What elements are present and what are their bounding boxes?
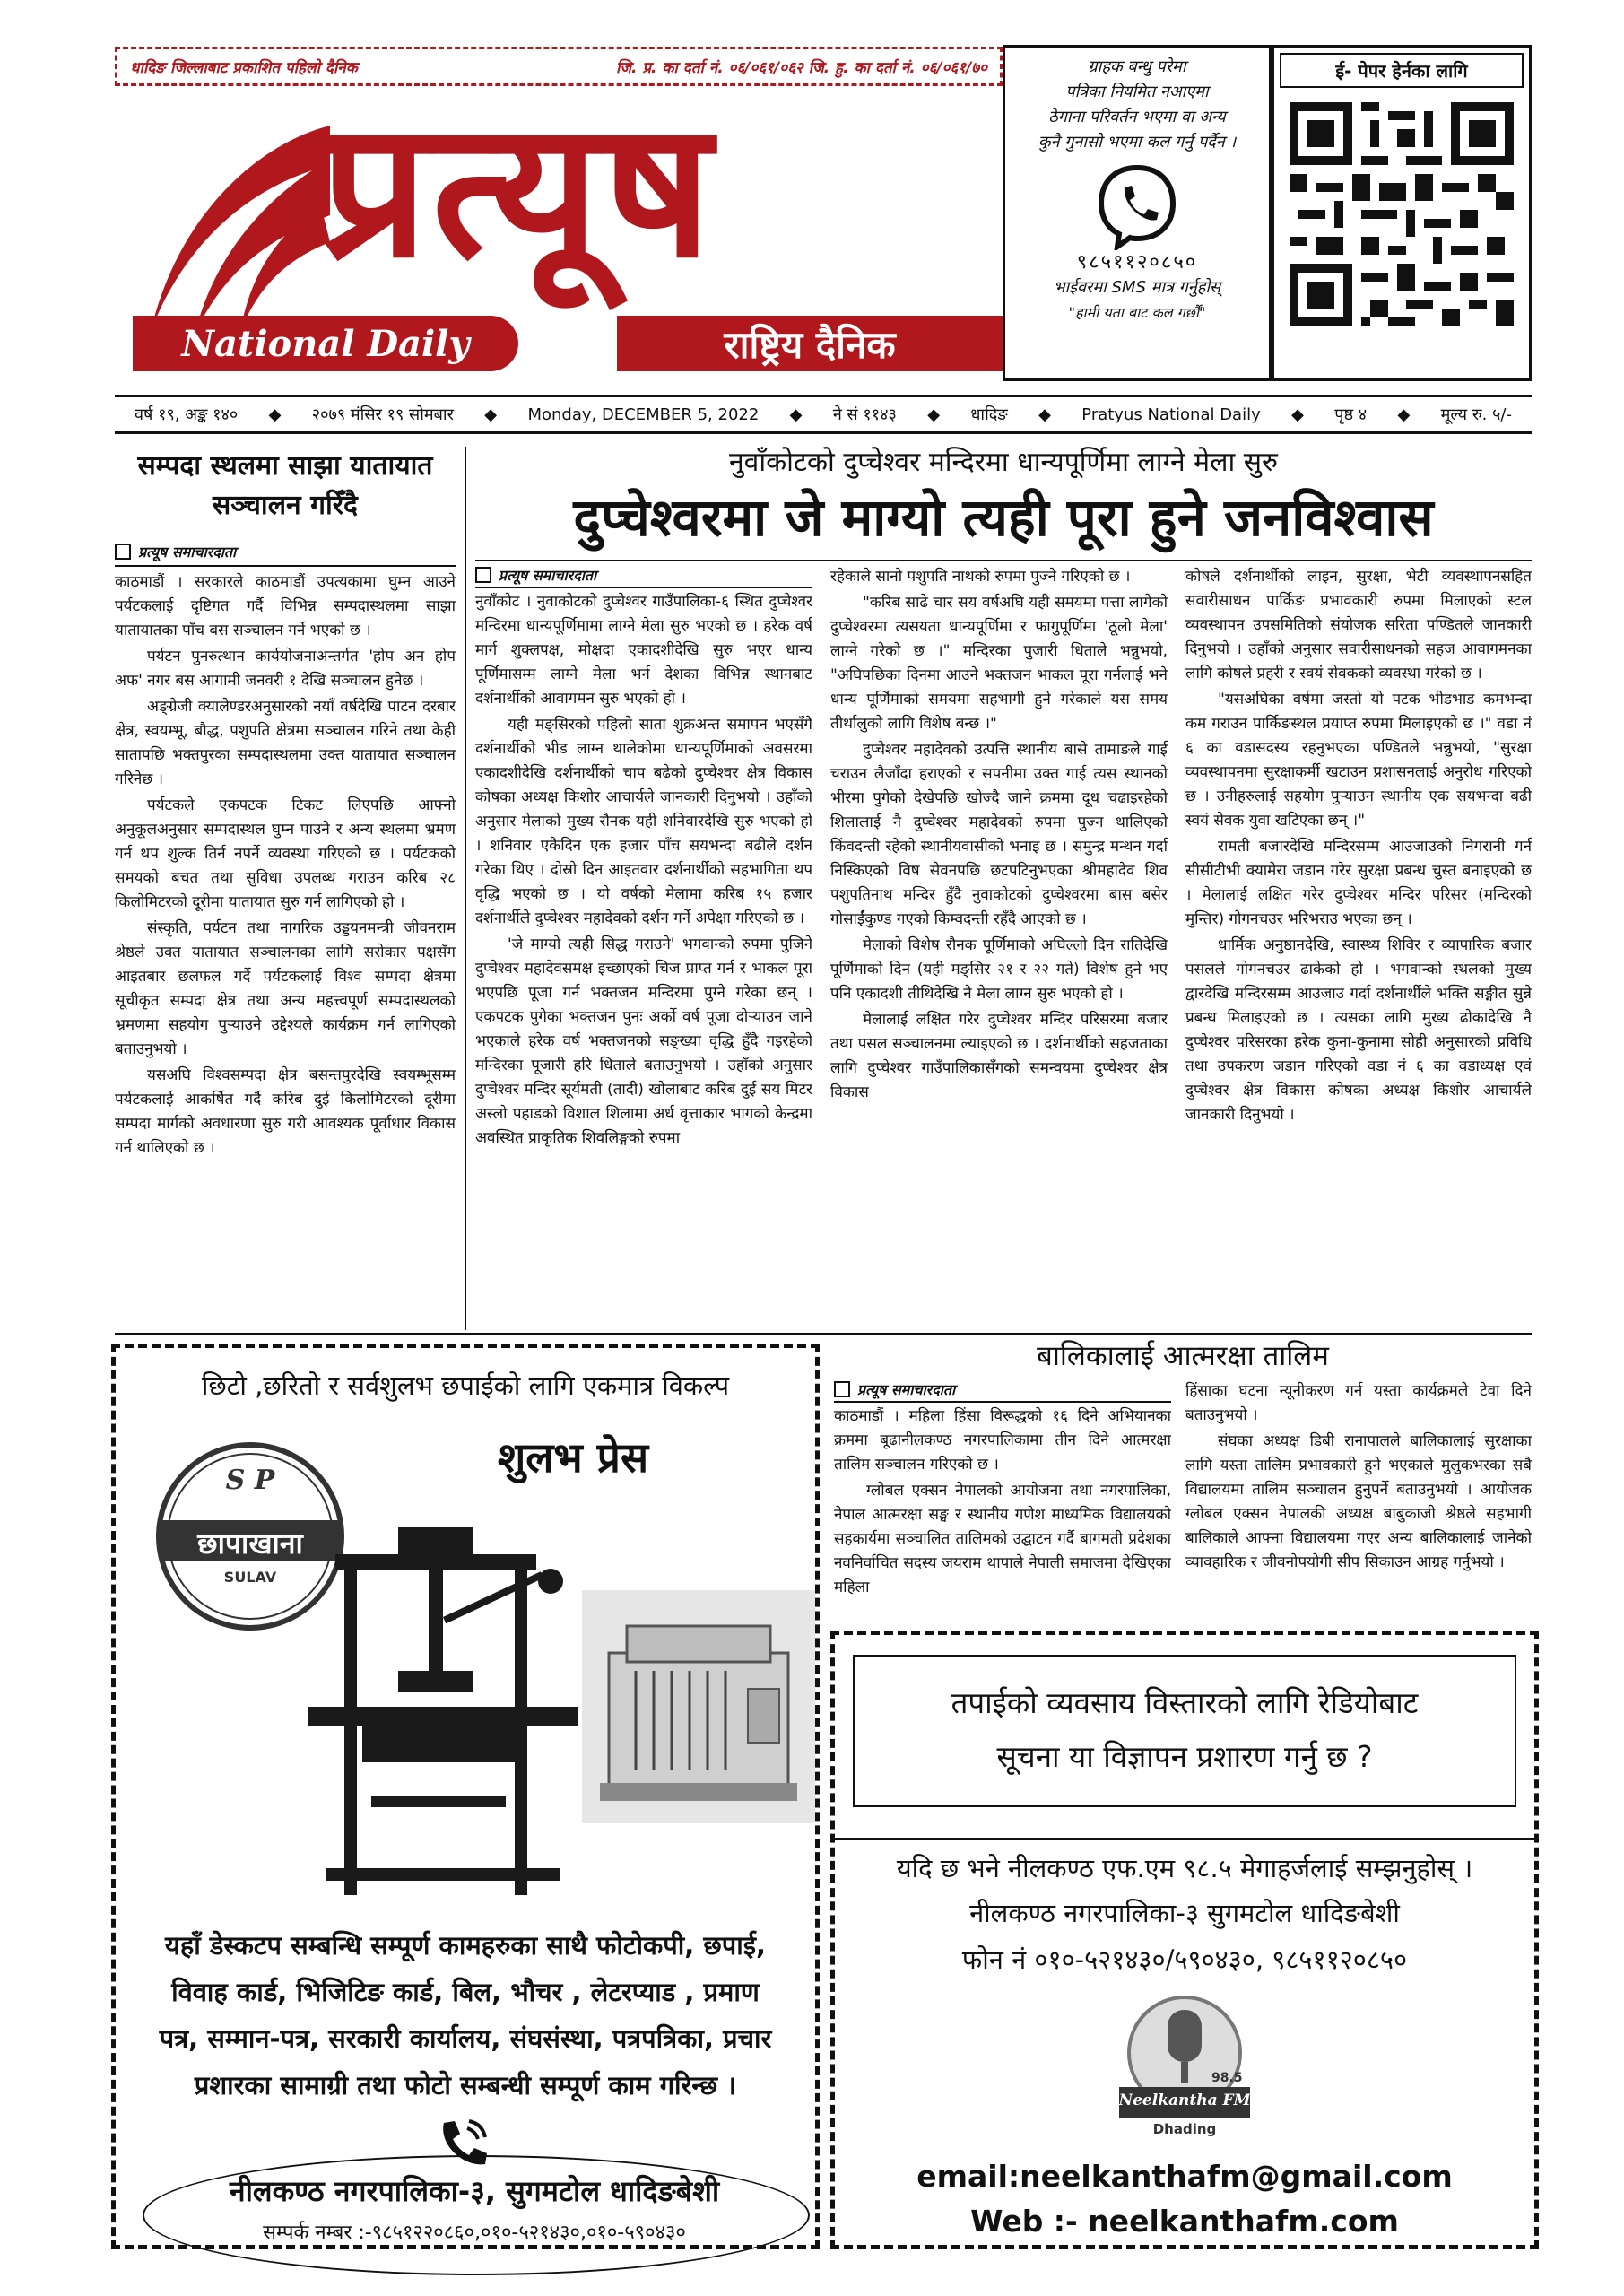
logo-english: National Daily — [181, 322, 470, 365]
top-strip-right: जि. प्र. का दर्ता नं. ०६/०६१/०६२ जि. हु. का दर्ता नं. ०६/०६१/७० — [615, 58, 987, 77]
left-story-body: काठमाडौं । सरकारले काठमाडौं उपत्यकामा घुम्न आउने पर्यटकलाई दृष्टिगत गर्दै विभिन्न सम्पदास्थलमा साझा यातायातका पाँच बस सञ्चालन गर्ने भएको छ । पर्यटन पुनरुत्थान कार्ययोजनाअन्तर्गत 'होप अन होप अफ' नगर बस आगामी जनवरी १ देखि सञ्चालन हुनेछ । अङ्ग्रेजी क्यालेण्डरअनुसारको नयाँ वर्षदेखि पाटन दरबार क्षेत्र, स्वयम्भू, बौद्ध, पशुपति क्षेत्रमा सञ्चालन गरिने तथा केही सातापछि भक्तपुरका सम्पदास्थलमा उक्त यातायात सञ्चालन गरिनेछ । पर्यटकले एकपटक टिकट लिएपछि आफ्नो अनुकूलअनुसार सम्पदास्थल घुम्न पाउने र अन्य स्थलमा भ्रमण गर्न थप शुल्क तिर्न नपर्ने व्यवस्था गरिएको छ । पर्यटकको समयको बचत तथा सुविधा उपलब्ध गराउन करिब २८ किलोमिटरको दूरीमा यातायात सुरु गर्न लागिएको हो । संस्कृति, पर्यटन तथा नागरिक उड्डयनमन्त्री जीवनराम श्रेष्ठले उक्त यातायात सञ्चालनका लागि सरोकार पक्षसँग आइतबार छलफल गर्दै पर्यटकलाई विश्व सम्पदा क्षेत्रमा सूचीकृत सम्पदा क्षेत्र तथा अन्य महत्त्वपूर्ण सम्पदास्थलको भ्रमणमा सहयोग पुऱ्याउने उद्देश्यले कार्यक्रम गर्न लागिएको बताउनुभयो । यसअघि विश्वसम्पदा क्षेत्र बसन्तपुरदेखि स्वयम्भूसम्म पर्यटकलाई आकर्षित गर्दै करिब दुई किलोमिटरको दूरीमा सम्पदा मार्गको अवधारणा सुरु गरी आवश्यक पूर्वाधार विकास गर्न थालिएको छ । — [115, 573, 456, 1157]
fm-ad-answer: यदि छ भने नीलकण्ठ एफ.एम ९८.५ मेगाहर्जलाई सम्झनुहोस् । — [896, 1853, 1473, 1883]
left-story-byline: प्रत्यूष समाचारदाता — [115, 542, 456, 567]
notice-line: कुनै गुनासो भएमा कल गर्नु पर्दैन । — [1038, 133, 1237, 152]
dateline-paper-name: Pratyus National Daily — [1081, 404, 1261, 424]
logo-nepali: राष्ट्रिय दैनिक — [724, 322, 896, 367]
left-story-headline: सम्पदा स्थलमा साझा यातायात सञ्चालन गरिँदै — [137, 450, 433, 521]
press-ad-name: शुलभ प्रेस — [497, 1433, 649, 1482]
girls-story-col1: प्रत्यूष समाचारदाता काठमाडौं । महिला हिंसा विरूद्धको १६ दिने अभियानका क्रममा बूढानीलकण्ठ नगरपालिकामा तीन दिने आत्मरक्षा तालिम सञ्चालन गरिएको छ । ग्लोबल एक्सन नेपालको आयोजना तथा नगरपालिका, नेपाल आत्मरक्षा सङ्घ र स्थानीय गणेश माध्यमिक विद्यालयको सहकार्यमा सञ्चालित तालिमको उद्घाटन गर्दै बागमती प्रदेशका नवनिर्वाचित सदस्य जयराम थापाले नेपाली समाजमा देखिएका महिला — [834, 1381, 1171, 1596]
press-ad-address: नीलकण्ठ नगरपालिका-३, सुगमटोल धादिङबेशी — [229, 2174, 720, 2208]
main-story-kicker: नुवाँकोटको दुप्चेश्वर मन्दिरमा धान्यपूर्णिमा लाग्ने मेला सुरु — [728, 447, 1278, 478]
masthead-logo — [115, 80, 1003, 381]
dateline-page: पृष्ठ ४ — [1334, 405, 1368, 424]
logo-english-band — [133, 316, 518, 371]
press-ad-contact: सम्पर्क नम्बर :-९८५१२२०८६०,०१०-५२१४३०,०१०-५९०४३० — [263, 2222, 686, 2244]
top-strip-left: धादिङ जिल्लाबाट प्रकाशित पहिलो दैनिक — [130, 58, 358, 77]
qr-code-icon[interactable] — [1290, 102, 1514, 326]
headline-rule — [475, 560, 1532, 561]
printing-press-icon — [308, 1527, 578, 1904]
dateline-nepali-date: २०७९ मंसिर १९ सोमबार — [311, 405, 454, 424]
main-story-headline: दुप्चेश्वरमा जे माग्यो त्यही पूरा हुने जनविश्वास — [573, 487, 1434, 548]
girls-story-byline: प्रत्यूष समाचारदाता — [834, 1379, 1171, 1403]
dateline-english-date: Monday, DECEMBER 5, 2022 — [527, 404, 760, 424]
press-logo-sub: SULAV — [223, 1569, 277, 1586]
dateline-price: मूल्य रु. ५/- — [1440, 405, 1512, 424]
main-story-col1: प्रत्यूष समाचारदाता नुवाँकोट । नुवाकोटको दुप्चेश्वर गाउँपालिका-६ स्थित दुप्चेश्वर मन्दिरमा धान्यपूर्णिमामा लाग्ने मेला सुरु भएको छ । हरेक वर्ष मार्ग शुक्लपक्ष, मोक्षदा एकादशीदेखि सुरु भएर धान्य पूर्णिमासम्म लाग्ने मेला भर्न देशका विभिन्न स्थानबाट दर्शनार्थीको आवागमन सुरु भएको हो । यही मङ्सिरको पहिलो साता शुक्रअन्त समापन भएसँगै दर्शनार्थीको भीड लाग्न थालेकोमा धान्यपूर्णिमाको अवसरमा एकादशीदेखि दर्शनार्थीको चाप बढेको दुप्चेश्वर क्षेत्र विकास कोषका अध्यक्ष किशोर आचार्यले जानकारी दिनुभयो । उहाँको अनुसार मेलाको मुख्य रौनक यही शनिवारदेखि सुरु भएको हो । शनिवार एकैदिन एक हजार पाँच सयभन्दा बढीले दर्शन गरेका थिए । दोस्रो दिन आइतवार दर्शनार्थीको सहभागिता थप वृद्धि भएको छ । यो वर्षको मेलामा करिब १५ हजार दर्शनार्थीले दुप्चेश्वर महादेवको दर्शन गर्ने अपेक्षा गरिएको छ । 'जे माग्यो त्यही सिद्ध गराउने' भगवान्को रुपमा पुजिने दुप्चेश्वर महादेवसमक्ष इच्छाएको चिज प्राप्त गर्न र भाकल पूरा भएपछि पूजा गर्न भक्तजन मन्दिरमा पुग्ने गरेका छन् । एकपटक पुगेका भक्तजन पुनः अर्को वर्ष पूजा दोऱ्याउन जाने भएकाले हरेक वर्ष भक्तजनको सङ्ख्या वृद्धि हुँदै गइरहेको मन्दिरका पूजारी हरि धिताले बताउनुभयो । उहाँको अनुसार दुप्चेश्वर मन्दिर सूर्यमती (तादी) खोलाबाट करिब दुई सय मिटर अस्लो पहाडको विशाल शिलामा अर्ध वृत्ताकार भागको केन्द्रमा अवस्थित प्राकृतिक शिवलिङ्गको रुपमा — [475, 567, 812, 1147]
notice-callback: "हामी यता बाट कल गर्छौं" — [1068, 304, 1206, 321]
offset-press-icon — [582, 1590, 815, 1823]
dateline-place: धादिङ — [970, 405, 1008, 424]
dateline-volume: वर्ष १९, अङ्क १४० — [135, 405, 239, 424]
notice-line: ठेगाना परिवर्तन भएमा वा अन्य — [1048, 108, 1226, 126]
notice-viber: भाईवरमा SMS मात्र गर्नुहोस् — [1053, 278, 1221, 297]
fm-logo-freq: 98.5 — [1211, 2071, 1243, 2085]
fm-ad-address: नीलकण्ठ नगरपालिका-३ सुगमटोल धादिङबेशी — [969, 1898, 1400, 1928]
section-rule — [115, 1333, 1532, 1335]
notice-phone: ९८५११२०८५० — [1076, 251, 1198, 274]
fm-logo-place: Dhading — [1152, 2121, 1217, 2137]
press-logo-band: छापाखाना — [197, 1526, 303, 1561]
column-divider — [465, 447, 466, 1330]
girls-story-headline: बालिकालाई आत्मरक्षा तालिम — [1037, 1340, 1329, 1372]
notice-line: ग्राहक बन्धु परेमा — [1088, 57, 1186, 76]
notice-line: पत्रिका नियमित नआएमा — [1065, 83, 1209, 101]
press-ad — [111, 1344, 820, 2249]
main-story-col2: रहेकाले सानो पशुपति नाथको रुपमा पुज्ने गरिएको छ । "करिब साढे चार सय वर्षअघि यही समयमा पत्ता लागेको दुप्चेश्वरमा त्यसयता धान्यपूर्णिमा र फागुपूर्णिमा 'ठूलो मेला' लाग्ने गरेको छ ।" मन्दिरका पुजारी धिताले भन्नुभयो, "अघिपछिका दिनमा आउने भक्तजन भाकल पूरा गर्नलाई भने धान्य पूर्णिमाको समयमा सहभागी हुने गरेकाले यस समय तीर्थालुको लागि विशेष बन्छ ।" दुप्चेश्वर महादेवको उत्पत्ति स्थानीय बासे तामाङले गाई चराउन लैजाँदा हराएको र सपनीमा उक्त गाई त्यस स्थानको भीरमा पुगेको देखेपछि खोज्दै जाने क्रममा दूध चढाइरहेको शिलालाई नै दुप्चेश्वर महादेवको रुपमा पुज्न थालिएको किंवदन्ती रहेको स्थानीयवासीको भनाइ छ । समुन्द्र मन्थन गर्दा निस्किएको विष सेवनपछि छटपटिनुभएका श्रीमहादेव शिव पशुपतिनाथ मन्दिर हुँदै नुवाकोटको दुप्चेश्वरमा बास बसेर गोसाईंकुण्ड गएको किम्वदन्ती रहँदै आएको छ । मेलाको विशेष रौनक पूर्णिमाको अघिल्लो दिन रातिदेखि पूर्णिमाको दिन (यही मङ्सिर २१ र २२ गते) विशेष हुने भए पनि एकादशी तीथिदेखि नै मेला लाग्न सुरु भएको हो । मेलालाई लक्षित गरेर दुप्चेश्वर मन्दिर परिसरमा बजार तथा पसल सञ्चालनमा ल्याइएको छ । दर्शनार्थीको सहजताका लागि दुप्चेश्वर गाउँपालिकासँगको समन्वयमा दुप्चेश्वर क्षेत्र विकास — [830, 568, 1168, 1101]
fm-question-box: तपाईको व्यवसाय विस्तारको लागि रेडियोबाट सूचना या विज्ञापन प्रशारण गर्नु छ ? — [853, 1655, 1516, 1807]
fm-ad-rule — [835, 1838, 1534, 1840]
fm-ad-web[interactable]: Web :- neelkanthafm.com — [970, 2204, 1399, 2239]
main-story-byline: प्रत्यूष समाचारदाता — [475, 565, 812, 588]
logo-nepali-band — [617, 316, 1003, 371]
reader-notice-box — [1003, 45, 1272, 381]
press-ad-body: यहाँ डेस्कटप सम्बन्धि सम्पूर्ण कामहरुका साथै फोटोकपी, छपाई, विवाह कार्ड, भिजिटिङ कार्ड, बिल, भौचर , लेटरप्याड , प्रमाण पत्र, सम्मान-पत्र, सरकारी कार्यालय, संघसंस्था, पत्रपत्रिका, प्रचार प्रशारका सामाग्री तथा फोटो सम्बन्धी सम्पूर्ण काम गरिन्छ । — [159, 1930, 772, 2100]
main-story-col3: कोषले दर्शनार्थीको लाइन, सुरक्षा, भेटी व्यवस्थापनसहित सवारीसाधन पार्किङ प्रभावकारी रुपमा मिलाएको स्टल व्यवस्थापन उपसमितिको संयोजक सरिता पण्डितले जानकारी दिनुभयो । उहाँको अनुसार सवारीसाधनको सहज आवागमनका लागि कोषले प्रहरी र स्वयं सेवकको व्यवस्था गरेको छ । "यसअघिका वर्षमा जस्तो यो पटक भीडभाड कमभन्दा कम गराउन पार्किङस्थल प्रयाप्त रुपमा मिलाइएको छ ।" वडा नं ६ का वडासदस्य रहनुभएका पण्डितले भन्नुभयो, "सुरक्षा व्यवस्थापनमा सुरक्षाकर्मी खटाउन प्रशासनलाई अनुरोध गरिएको छ । उनीहरुलाई सहयोग पुऱ्याउन स्थानीय एक सयभन्दा बढी स्वयं सेवक युवा खटिएका छन् ।" रामती बजारदेखि मन्दिरसम्म आउजाउको निगरानी गर्न सीसीटीभी क्यामेरा जडान गरेर सुरक्षा प्रबन्ध चुस्त बनाइएको छ । मेलालाई लक्षित गरेर दुप्चेश्वर मन्दिर परिसर (मन्दिरको मुन्तिर) गोगनचउर भरिभराउ भएका छन् । धार्मिक अनुष्ठानदेखि, स्वास्थ्य शिविर र व्यापारिक बजार पसलले गोगनचउर ढाकेको हो । भगवान्को स्थलको मुख्य द्वारदेखि मन्दिरसम्म आउजाउ गर्दा दर्शनार्थीले भक्ति सङ्गीत सुन्ने प्रबन्ध मिलाइएको छ । त्यसका लागि मुख्य ढोकादेखि नै दुप्चेश्वर परिसरका हरेक कुना-कुनामा सोही अनुसारको प्रविधि तथा उपकरण जडान गरिएको वडा नं ६ का वडाध्यक्ष एवं दुप्चेश्वर क्षेत्र विकास कोषका अध्यक्ष किशोर आचार्यले जानकारी दिनुभयो । — [1185, 568, 1532, 1124]
flame-logo-icon — [124, 108, 348, 341]
dateline-bar: वर्ष १९, अङ्क १४० ◆ २०७९ मंसिर १९ सोमबार ◆ Monday, DECEMBER 5, 2022 ◆ ने सं ११४३ ◆ धादिङ ◆ Pratyus National Daily ◆ पृष्ठ ४ ◆ मूल्य रु. ५/- — [115, 395, 1532, 434]
fm-ad-phone: फोन नं ०१०-५२१४३०/५९०४३०, ९८५११२०८५० — [961, 1944, 1408, 1975]
girls-story-col2: हिंसाका घटना न्यूनीकरण गर्न यस्ता कार्यक्रमले टेवा दिने बताउनुभयो । संघका अध्यक्ष डिबी रानापालले बालिकालाई सुरक्षाका लागि यस्ता तालिम प्रभावकारी हुने भएकाले मुलुकभरका सबै विद्यालयमा तालिम सञ्चालन हुनुपर्ने बताउनुभयो । आयोजक ग्लोबल एक्सन नेपालकी अध्यक्ष बाबुकाजी श्रेष्ठले सहभागी बालिकाले आफ्ना विद्यालयमा गएर अन्य बालिकालाई जानेको व्यावहारिक र जीवनोपयोगी सीप सिकाउन आग्रह गर्नुभयो । — [1185, 1382, 1532, 1571]
viber-phone-icon — [1092, 161, 1182, 250]
logo-title: प्रत्यूष — [321, 80, 716, 300]
dateline-nepal-sambat: ने सं ११४३ — [832, 405, 897, 424]
fm-ad-email[interactable]: email:neelkanthafm@gmail.com — [916, 2159, 1453, 2194]
press-logo-top: S P — [225, 1465, 275, 1496]
left-story — [115, 447, 456, 1330]
fm-logo-name: Neelkantha FM — [1118, 2092, 1251, 2109]
fm-logo-icon — [1108, 1994, 1261, 2137]
press-ad-tagline: छिटो ,छरितो र सर्वशुलभ छपाईको लागि एकमात्र विकल्प — [201, 1370, 730, 1401]
epaper-label: ई- पेपर हेर्नका लागि — [1280, 53, 1524, 88]
epaper-box — [1272, 45, 1532, 381]
fm-ad — [830, 1631, 1539, 2249]
